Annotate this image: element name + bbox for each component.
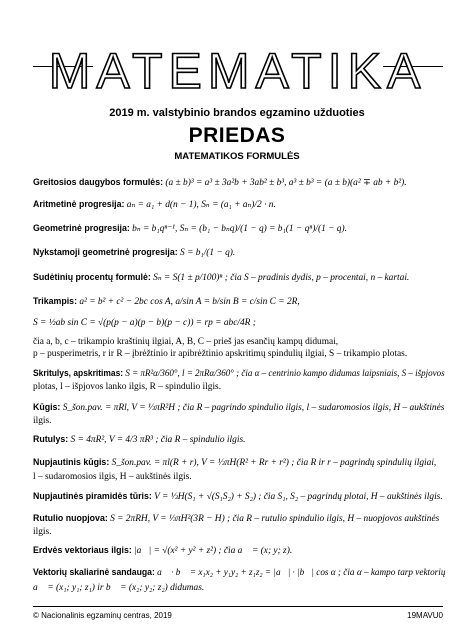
formula-label: Nykstamoji geometrinė progresija:	[33, 247, 178, 257]
formula-row-dot-product	[33, 566, 446, 579]
formula-expression: |a⃗| = √(x² + y² + z²) ; čia a⃗ = (x; y; z).	[134, 546, 293, 556]
formula-row-note	[33, 348, 445, 360]
footer-copyright: © Nacionalinis egzaminų centras, 2019	[33, 611, 172, 620]
formula-row-cone	[33, 401, 445, 414]
formula-row-note	[33, 526, 445, 538]
formula-row-note	[33, 471, 445, 483]
formula-expression: S_šon.pav. = πl(R + r), V = ⅓πH(R² + Rr + r²) ; čia R ir r – pagrindų spindulių ilgiai,	[111, 458, 437, 468]
formula-expression: aₙ = a₁ + d(n − 1), Sₙ = (a₁ + aₙ)/2 · n.	[126, 200, 276, 210]
formula-row-arithmetic-progression	[33, 198, 445, 211]
formula-expression: V = ⅓H(S₁ + √(S₁S₂) + S₂) ; čia S₁, S₂ – pagrindų plotai, H – aukštinės ilgis.	[154, 492, 443, 502]
exam-subtitle: 2019 m. valstybinio brandos egzamino užduoties	[109, 107, 365, 119]
formula-row-compound-interest	[33, 271, 445, 284]
formula-expression: S = 2πRH, V = ⅓πH²(3R − H) ; čia R – rutulio spindulio ilgis, H – nuopjovos aukštinės	[110, 514, 440, 524]
formula-row-infinite-geometric-progression	[33, 246, 445, 259]
footer-code: 19MAVU0	[407, 611, 443, 620]
formula-expression: a⃗ = (x₁; y₁; z₁) ir b⃗ = (x₂; y₂; z₂) didumas.	[33, 583, 205, 593]
formula-row-vector-length	[33, 544, 445, 557]
formula-row-spherical-cap	[33, 512, 445, 525]
formula-label: Kūgis:	[33, 402, 61, 412]
formula-label: Skritulys, apskritimas:	[33, 368, 124, 378]
formula-label: Sudėtinių procentų formulė:	[33, 272, 151, 282]
footer-rule	[33, 606, 443, 607]
formula-note: l – sudaromosios ilgis, H – aukštinės ilgis.	[33, 472, 192, 482]
section-title: PRIEDAS	[188, 124, 286, 147]
formulas-heading: MATEMATIKOS FORMULĖS	[174, 151, 300, 162]
formula-note: ilgis.	[33, 527, 52, 537]
formula-row-truncated-cone	[33, 456, 445, 469]
banner-title	[48, 43, 427, 99]
formula-row-triangle-area	[33, 317, 445, 329]
formula-note: p – pusperimetris, r ir R – įbrėžtinio ir apibrėžtinio apskritimų spindulių ilgiai, S – trikampio plotas.	[33, 349, 408, 359]
footer	[33, 611, 443, 620]
formula-label: Trikampis:	[33, 296, 78, 306]
formula-note: čia a, b, c – trikampio kraštinių ilgiai, A, B, C – prieš jas esančių kampų didumai,	[33, 337, 339, 347]
formula-expression: S_šon.pav. = πRl, V = ⅓πR²H ; čia R – pagrindo spindulio ilgis, l – sudaromosios ilgis, H – aukštinės	[62, 403, 445, 413]
formula-row-circle	[33, 367, 445, 380]
formula-label: Nupjautinis kūgis:	[33, 457, 110, 467]
formula-label: Greitosios daugybos formulės:	[33, 177, 164, 187]
formula-row-note	[33, 415, 445, 427]
formula-label: Erdvės vektoriaus ilgis:	[33, 545, 132, 555]
formula-expression: a² = b² + c² − 2bc cos A, a/sin A = b/sin B = c/sin C = 2R,	[79, 297, 300, 307]
formula-row-truncated-pyramid	[33, 490, 445, 503]
formula-label: Aritmetinė progresija:	[33, 199, 125, 209]
formula-label: Rutulys:	[33, 434, 69, 444]
formula-note: plotas, l – išpjovos lanko ilgis, R – spindulio ilgis.	[33, 382, 222, 392]
formula-expression: S = b₁/(1 − q).	[180, 248, 236, 258]
formula-label: Nupjautinės piramidės tūris:	[33, 491, 152, 501]
formula-expression: S = 4πR², V = 4/3 πR³ ; čia R – spindulio ilgis.	[70, 435, 246, 445]
formula-label: Geometrinė progresija:	[33, 223, 130, 233]
formula-row-fast-multiplication	[33, 176, 445, 189]
formula-row-note	[33, 336, 445, 348]
formula-expression: a⃗ · b⃗ = x₁x₂ + y₁y₂ + z₁z₂ = |a⃗| · |b⃗| cos α ; čia α – kampo tarp vektorių	[157, 568, 446, 578]
formula-note: ilgis.	[33, 416, 52, 426]
formula-expression: S = πR²α/360°, l = 2πRα/360° ; čia α – centrinio kampo didumas laipsniais, S – išpjovos	[125, 369, 445, 379]
formula-label: Rutulio nuopjova:	[33, 513, 108, 523]
formula-label: Vektorių skaliarinė sandauga:	[33, 567, 155, 577]
formula-row-geometric-progression	[33, 222, 445, 235]
banner-title-text: MATEMATIKA	[48, 43, 427, 99]
formula-expression: Sₙ = S(1 ± p/100)ⁿ ; čia S – pradinis dydis, p – procentai, n – kartai.	[153, 273, 410, 283]
formula-row-note	[33, 381, 445, 393]
formula-expression: bₙ = b₁qⁿ⁻¹, Sₙ = (b₁ − bₙq)/(1 − q) = b₁(1 − qⁿ)/(1 − q).	[132, 224, 347, 234]
formula-row-sphere	[33, 433, 445, 446]
formula-expression: (a ± b)³ = a³ ± 3a²b + 3ab² ± b³, a³ ± b³ = (a ± b)(a² ∓ ab + b²).	[165, 178, 407, 188]
formula-row-triangle	[33, 295, 445, 308]
formula-row-dot-product-cont	[33, 582, 445, 594]
formula-expression: S = ½ab sin C = √(p(p − a)(p − b)(p − c)) = rp = abc/4R ;	[33, 318, 256, 328]
